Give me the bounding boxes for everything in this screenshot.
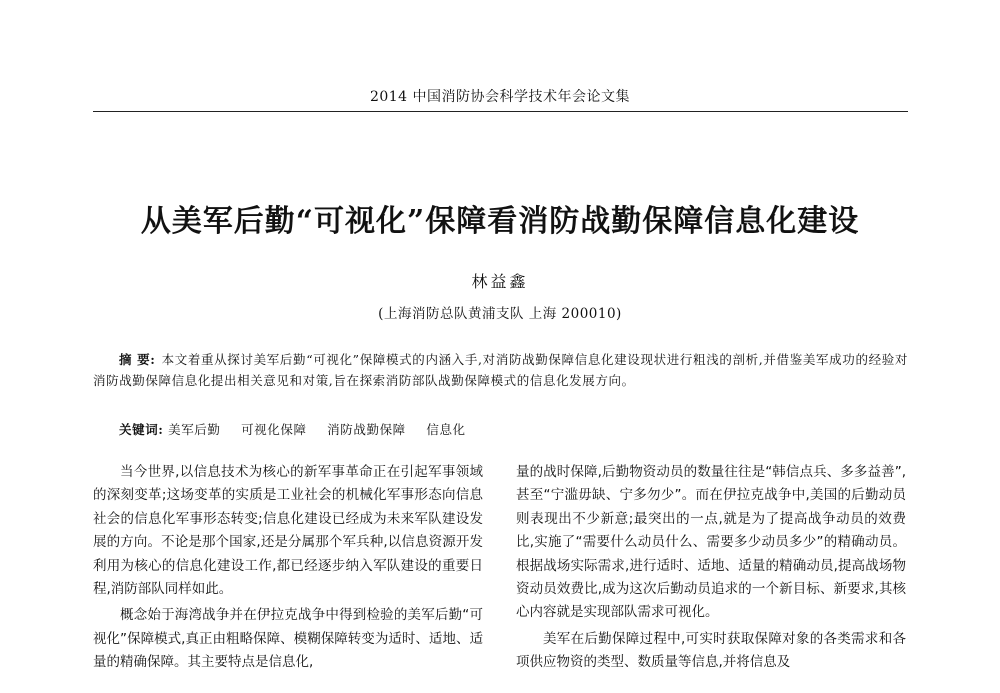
keywords-label: 关键词: bbox=[119, 422, 164, 437]
author-affiliation: (上海消防总队黄浦支队 上海 200010) bbox=[378, 306, 622, 322]
keyword-item: 信息化 bbox=[426, 422, 466, 437]
keyword-item: 消防战勤保障 bbox=[327, 422, 406, 437]
body-column-left bbox=[93, 461, 483, 678]
keyword-item: 美军后勤 bbox=[168, 422, 221, 437]
abstract-label: 摘 要: bbox=[119, 352, 156, 367]
body-paragraph: 量的战时保障,后勤物资动员的数量往往是“韩信点兵、多多益善”,甚至“宁滥毋缺、宁多勿少”。而在伊拉克战争中,美国的后勤动员则表现出不少新意;最突出的一点,就是为了提高战争动员的效费比,实施了“需要什么动员什么、需要多少动员多少”的精确动员。根据战场实际需求,进行适时、适地、适量的精确动员,提高战场物资动员效费比,成为这次后勤动员追求的一个新目标、新要求,其核心内容就是实现部队需求可视化。 bbox=[516, 464, 906, 621]
abstract bbox=[93, 349, 908, 391]
abstract-text: 本文着重从探讨美军后勤“可视化”保障模式的内涵入手,对消防战勤保障信息化建设现状进行粗浅的剖析,并借鉴美军成功的经验对消防战勤保障信息化提出相关意见和对策,旨在探索消防部队战勤保障模式的信息化发展方向。 bbox=[93, 352, 908, 388]
paper-title: 从美军后勤“可视化”保障看消防战勤保障信息化建设 bbox=[140, 204, 860, 239]
header-rule bbox=[93, 111, 908, 112]
body-column-right bbox=[516, 461, 906, 678]
keyword-item: 可视化保障 bbox=[241, 422, 307, 437]
body-paragraph: 当今世界,以信息技术为核心的新军事革命正在引起军事领域的深刻变革;这场变革的实质是工业社会的机械化军事形态向信息社会的信息化军事形态转变;信息化建设已经成为未来军队建设发展的方向。不论是那个国家,还是分属那个军兵种,以信息资源开发利用为核心的信息化建设工作,都已经逐步纳入军队建设的重要日程,消防部队同样如此。 bbox=[93, 464, 483, 598]
body-paragraph: 概念始于海湾战争并在伊拉克战争中得到检验的美军后勤“可视化”保障模式,真正由粗略保障、模糊保障转变为适时、适地、适量的精确保障。其主要特点是信息化, bbox=[93, 607, 483, 671]
keywords bbox=[93, 420, 908, 438]
body-paragraph: 美军在后勤保障过程中,可实时获取保障对象的各类需求和各项供应物资的类型、数质量等信息,并将信息及 bbox=[516, 630, 906, 671]
author-name: 林益鑫 bbox=[471, 272, 529, 291]
running-header: 2014 中国消防协会科学技术年会论文集 bbox=[369, 89, 631, 105]
